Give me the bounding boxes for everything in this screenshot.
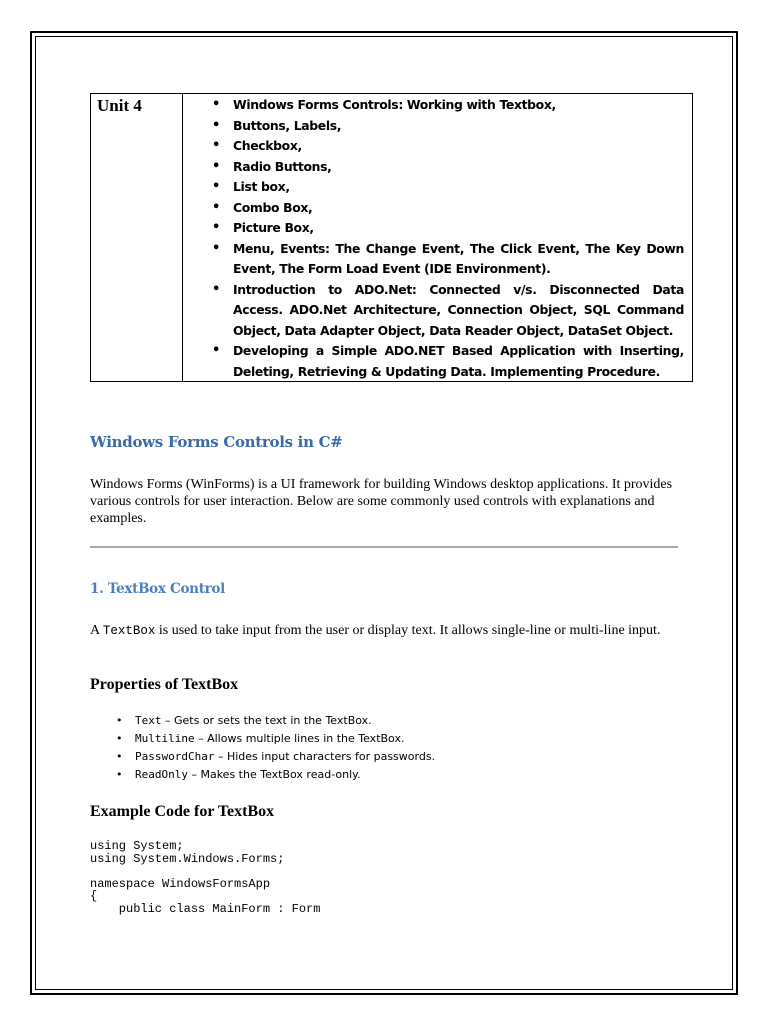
topic-item: • List box, <box>233 177 684 198</box>
section-heading: Windows Forms Controls in C# <box>90 433 343 451</box>
properties-heading: Properties of TextBox <box>90 676 239 693</box>
topic-item: • Windows Forms Controls: Working with Textbox, <box>233 95 684 116</box>
unit-label: Unit 4 <box>91 94 183 381</box>
topic-item: • Radio Buttons, <box>233 157 684 178</box>
syllabus-table <box>90 93 693 382</box>
property-item <box>135 712 435 730</box>
topic-item: • Buttons, Labels, <box>233 116 684 137</box>
textbox-intro-suffix: is used to take input from the user or display text. It allows single-line or multi-line input. <box>155 623 661 638</box>
section-intro: Windows Forms (WinForms) is a UI framework for building Windows desktop applications. It provides various controls for user interaction. Below are some commonly used controls with explanations and examples. <box>90 477 673 526</box>
topic-item: • Introduction to ADO.Net: Connected v/s. Disconnected Data Access. ADO.Net Architecture, Connection Object, SQL Command Object, Data Adapter Object, Data Reader Object, DataSet Object. <box>233 280 684 342</box>
property-name: Text <box>135 714 162 727</box>
topics-cell <box>183 94 692 381</box>
property-desc: – Gets or sets the text in the TextBox. <box>161 714 372 727</box>
property-item <box>135 730 435 748</box>
topic-item: • Checkbox, <box>233 136 684 157</box>
topics-list <box>233 95 684 382</box>
topic-item: • Developing a Simple ADO.NET Based Application with Inserting, Deleting, Retrieving & Updating Data. Implementing Procedure. <box>233 341 684 382</box>
property-item <box>135 748 435 766</box>
textbox-heading: 1. TextBox Control <box>90 581 225 597</box>
property-desc: – Hides input characters for passwords. <box>214 750 436 763</box>
textbox-intro-prefix: A <box>90 623 103 638</box>
property-name: PasswordChar <box>135 750 215 763</box>
property-name: Multiline <box>135 732 195 745</box>
code-block: using System; using System.Windows.Forms; namespace WindowsFormsApp { public class MainForm : Form <box>90 839 321 916</box>
example-heading: Example Code for TextBox <box>90 803 275 820</box>
property-name: ReadOnly <box>135 768 188 781</box>
property-desc: – Allows multiple lines in the TextBox. <box>194 732 405 745</box>
topic-item: • Menu, Events: The Change Event, The Click Event, The Key Down Event, The Form Load Event (IDE Environment). <box>233 239 684 280</box>
topic-item: • Picture Box, <box>233 218 684 239</box>
textbox-intro-code: TextBox <box>102 624 156 638</box>
horizontal-divider <box>90 546 678 548</box>
properties-list <box>135 712 435 784</box>
property-desc: – Makes the TextBox read-only. <box>187 768 361 781</box>
textbox-intro <box>90 622 680 640</box>
topic-item: • Combo Box, <box>233 198 684 219</box>
property-item <box>135 766 435 784</box>
